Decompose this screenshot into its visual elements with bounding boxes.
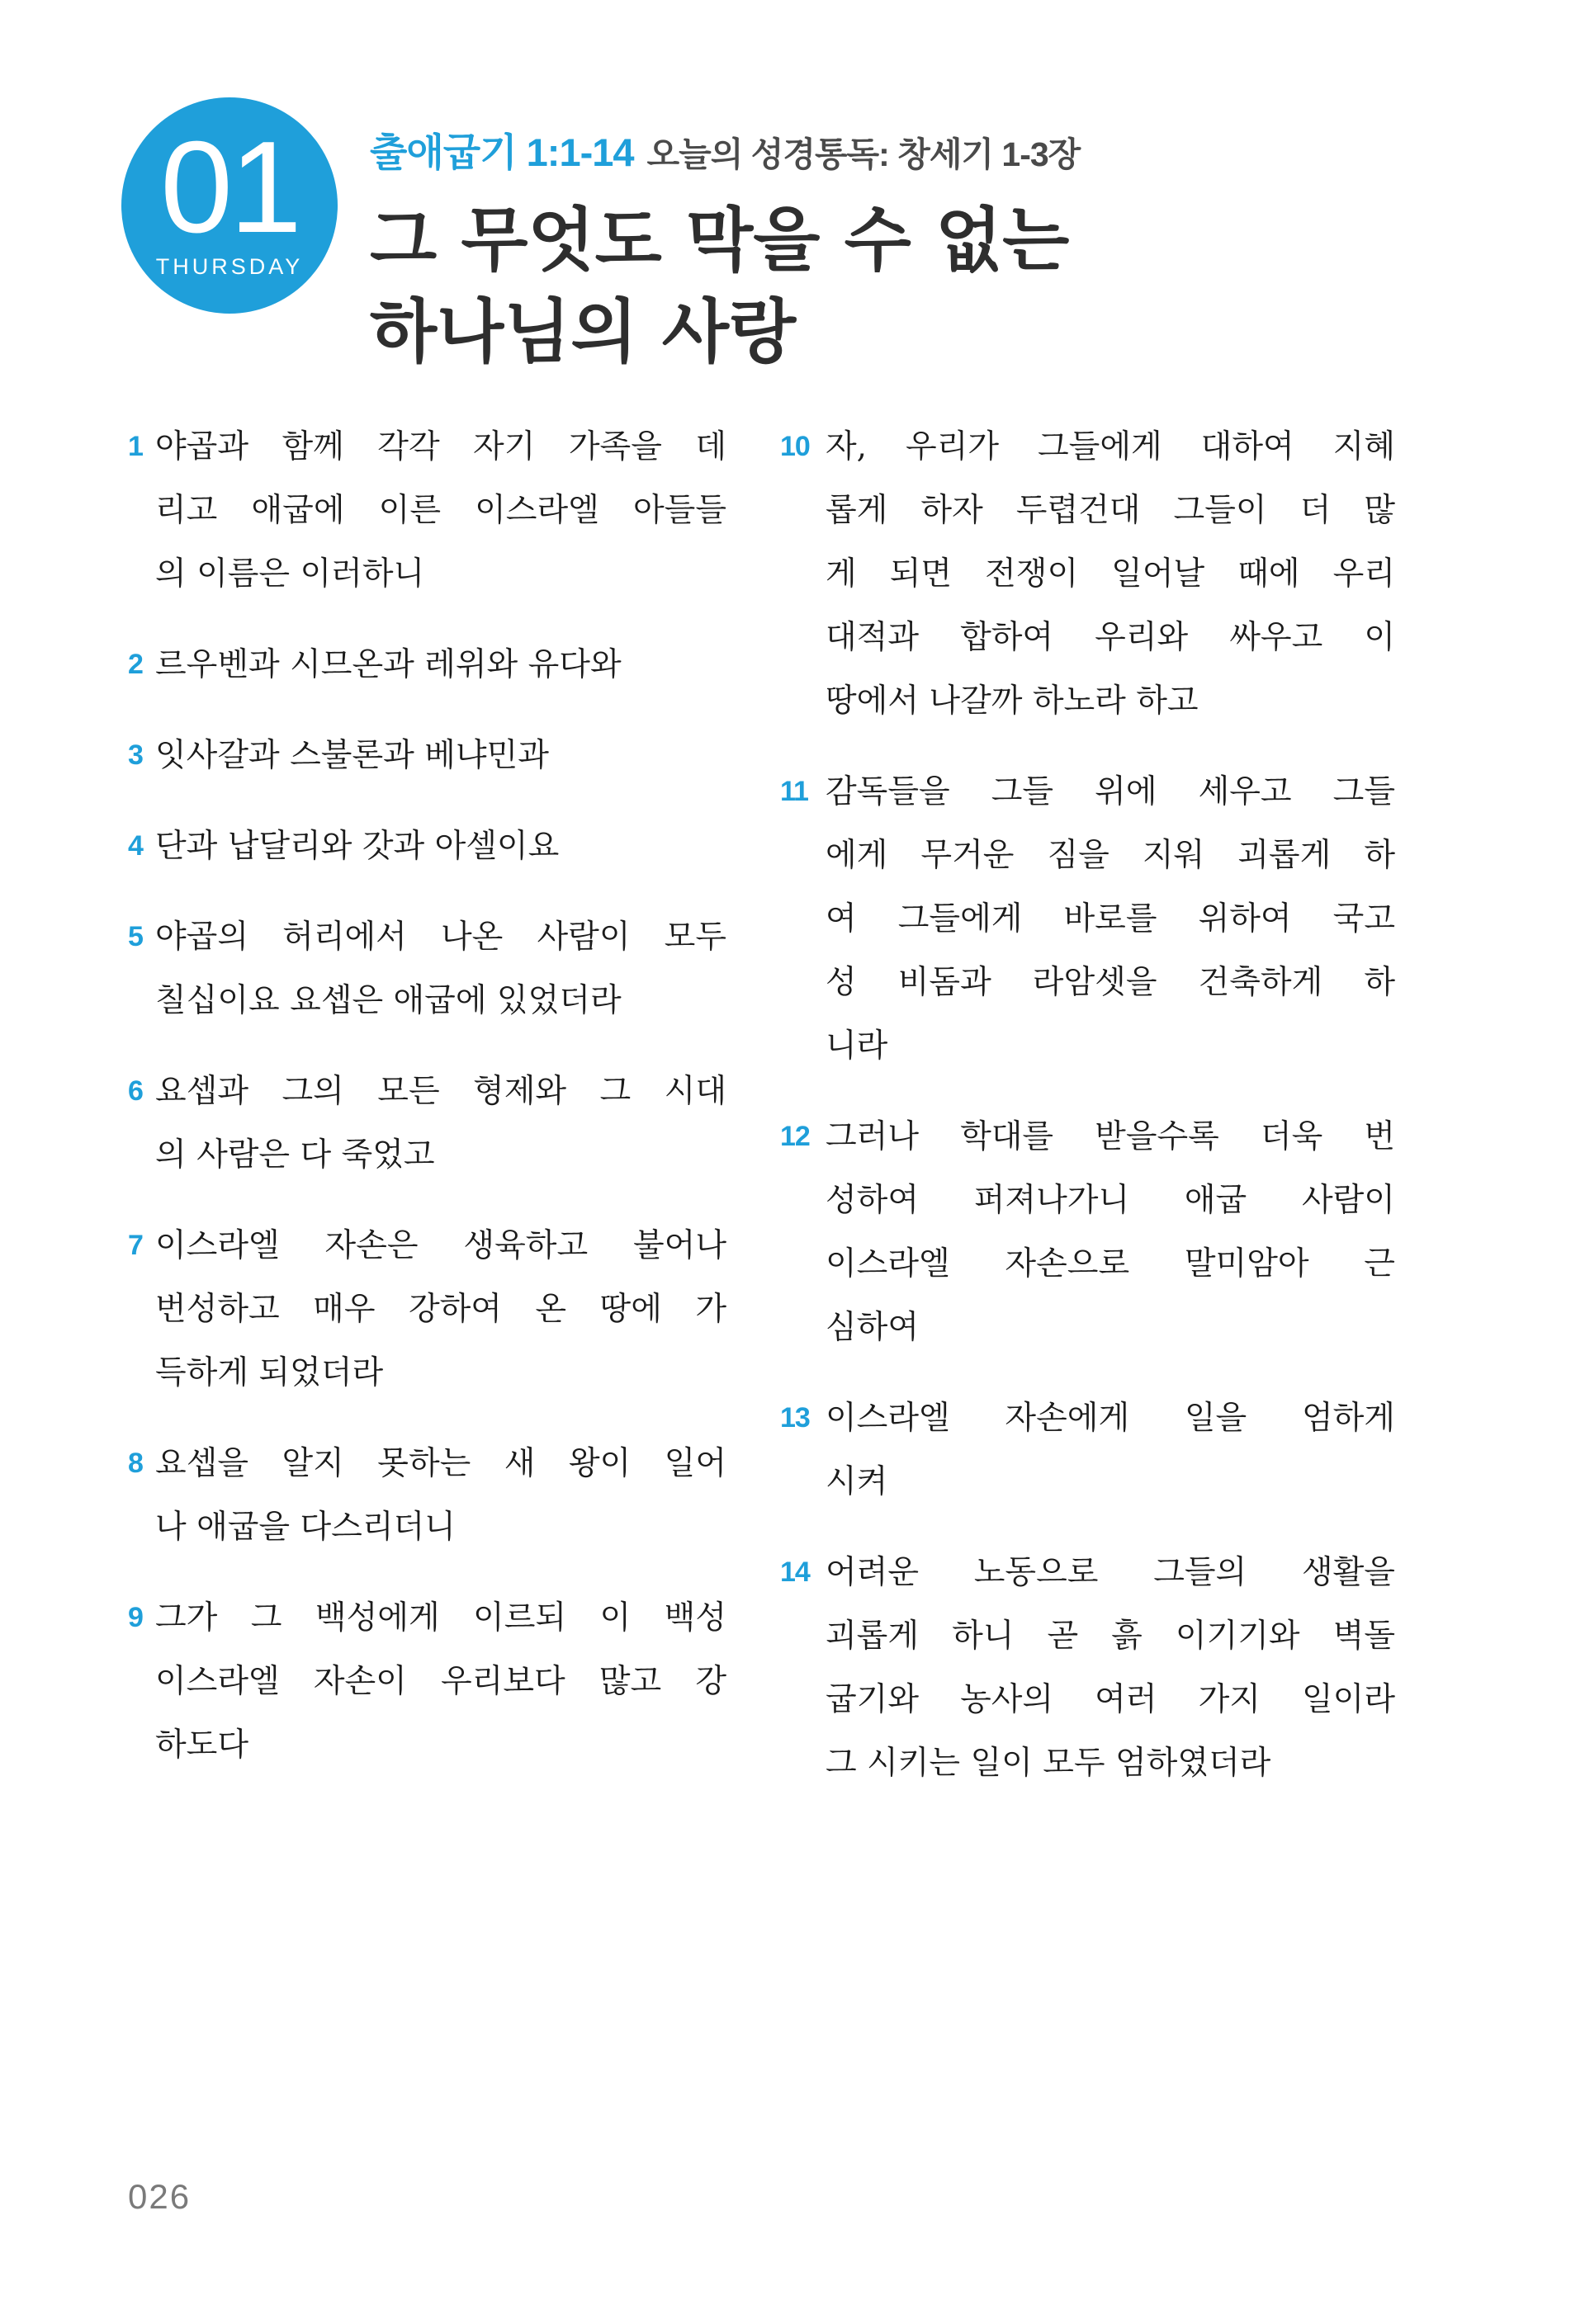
verse-line: 자, 우리가 그들에게 대하여 지혜 xyxy=(826,428,1395,465)
verse-line: 에게 무거운 짐을 지워 괴롭게 하 xyxy=(826,837,1395,874)
verse-number: 11 xyxy=(780,776,808,807)
devotional-title xyxy=(370,194,1476,377)
verse-line: 굽기와 농사의 여러 가지 일이라 xyxy=(826,1681,1395,1718)
verse-7 xyxy=(128,1214,726,1405)
verse-line: 그가 그 백성에게 이르되 이 백성 xyxy=(155,1599,726,1637)
verse-line: 요셉과 그의 모든 형제와 그 시대 xyxy=(155,1073,726,1110)
verse-1 xyxy=(128,415,726,606)
verse-5 xyxy=(128,905,726,1032)
verse-text xyxy=(155,415,726,606)
verse-line: 심하여 xyxy=(826,1309,920,1346)
verse-number: 10 xyxy=(780,431,810,462)
verse-line: 여 그들에게 바로를 위하여 국고 xyxy=(826,900,1395,938)
verse-line: 어려운 노동으로 그들의 생활을 xyxy=(826,1554,1395,1591)
verse-line: 득하게 되었더라 xyxy=(155,1354,384,1391)
verse-text xyxy=(826,1541,1395,1795)
verse-number: 9 xyxy=(128,1602,143,1633)
verse-9 xyxy=(128,1586,726,1777)
verse-10 xyxy=(780,415,1395,733)
verse-text xyxy=(826,1386,1395,1514)
verse-text xyxy=(826,760,1395,1078)
verse-number: 3 xyxy=(128,739,143,771)
verse-11 xyxy=(780,760,1395,1078)
verse-text xyxy=(155,1432,726,1559)
verse-line: 니라 xyxy=(826,1027,888,1065)
verse-line: 잇사갈과 스불론과 베냐민과 xyxy=(155,737,549,774)
verse-line: 시켜 xyxy=(826,1463,888,1500)
verse-8 xyxy=(128,1432,726,1559)
verse-line: 이스라엘 자손이 우리보다 많고 강 xyxy=(155,1663,726,1700)
verse-number: 4 xyxy=(128,830,143,862)
verse-line: 번성하고 매우 강하여 온 땅에 가 xyxy=(155,1291,726,1328)
verse-line: 칠십이요 요셉은 애굽에 있었더라 xyxy=(155,982,622,1019)
verse-text xyxy=(826,415,1395,733)
verse-line: 요셉을 알지 못하는 새 왕이 일어 xyxy=(155,1445,726,1482)
reference-line xyxy=(370,122,1476,177)
title-line-1: 그 무엇도 막을 수 없는 xyxy=(370,199,1070,281)
verse-number: 6 xyxy=(128,1075,143,1107)
verse-text xyxy=(155,1586,726,1777)
verse-line: 롭게 하자 두렵건대 그들이 더 많 xyxy=(826,492,1395,529)
verse-line: 단과 납달리와 갓과 아셀이요 xyxy=(155,828,560,865)
verse-text xyxy=(155,1060,726,1187)
daily-reading-plan: 오늘의 성경통독: 창세기 1-3장 xyxy=(646,135,1081,173)
verse-text xyxy=(155,633,726,697)
day-badge-circle xyxy=(121,97,338,314)
verse-line: 그 시키는 일이 모두 엄하였더라 xyxy=(826,1745,1271,1782)
verse-4 xyxy=(128,815,726,878)
verse-number: 5 xyxy=(128,921,143,952)
verse-line: 성하여 퍼져나가니 애굽 사람이 xyxy=(826,1182,1395,1219)
verse-line: 하도다 xyxy=(155,1726,249,1764)
verse-number: 14 xyxy=(780,1556,810,1588)
verse-column-left xyxy=(128,415,726,1804)
verse-line: 야곱과 함께 각각 자기 가족을 데 xyxy=(155,428,726,465)
verse-line: 대적과 합하여 우리와 싸우고 이 xyxy=(826,619,1395,656)
verse-number: 12 xyxy=(780,1121,810,1152)
verse-text xyxy=(155,1214,726,1405)
verse-3 xyxy=(128,724,726,787)
verse-line: 괴롭게 하니 곧 흙 이기기와 벽돌 xyxy=(826,1618,1395,1655)
verse-line: 성 비돔과 라암셋을 건축하게 하 xyxy=(826,964,1395,1001)
verse-number: 2 xyxy=(128,649,143,680)
verse-text xyxy=(826,1105,1395,1359)
page-number: 026 xyxy=(128,2177,192,2216)
verse-number: 1 xyxy=(128,431,143,462)
verse-line: 르우벤과 시므온과 레위와 유다와 xyxy=(155,646,622,683)
verse-line: 이스라엘 자손으로 말미암아 근 xyxy=(826,1245,1395,1282)
verse-line: 게 되면 전쟁이 일어날 때에 우리 xyxy=(826,555,1395,593)
verse-column-right xyxy=(780,415,1395,1822)
verse-text xyxy=(155,815,726,878)
verse-line: 의 이름은 이러하니 xyxy=(155,555,425,593)
verse-6 xyxy=(128,1060,726,1187)
verse-line: 감독들을 그들 위에 세우고 그들 xyxy=(826,773,1395,810)
verse-number: 7 xyxy=(128,1230,143,1261)
day-number: 01 xyxy=(160,115,299,260)
verse-line: 야곱의 허리에서 나온 사람이 모두 xyxy=(155,919,726,956)
verse-number: 13 xyxy=(780,1402,810,1434)
verse-line: 그러나 학대를 받을수록 더욱 번 xyxy=(826,1118,1395,1155)
title-line-2: 하나님의 사랑 xyxy=(370,290,797,372)
verse-12 xyxy=(780,1105,1395,1359)
verse-2 xyxy=(128,633,726,697)
verse-line: 리고 애굽에 이른 이스라엘 아들들 xyxy=(155,492,726,529)
verse-text xyxy=(155,724,726,787)
verse-line: 의 사람은 다 죽었고 xyxy=(155,1136,435,1174)
header xyxy=(370,122,1476,377)
day-name: THURSDAY xyxy=(155,254,304,279)
verse-text xyxy=(155,905,726,1032)
verse-line: 이스라엘 자손은 생육하고 불어나 xyxy=(155,1227,726,1264)
passage-reference: 출애굽기 1:1-14 xyxy=(370,130,634,174)
verse-13 xyxy=(780,1386,1395,1514)
verse-line: 이스라엘 자손에게 일을 엄하게 xyxy=(826,1400,1395,1437)
verse-14 xyxy=(780,1541,1395,1795)
verse-line: 나 애굽을 다스리더니 xyxy=(155,1509,456,1546)
verse-number: 8 xyxy=(128,1448,143,1479)
verse-line: 땅에서 나갈까 하노라 하고 xyxy=(826,683,1199,720)
